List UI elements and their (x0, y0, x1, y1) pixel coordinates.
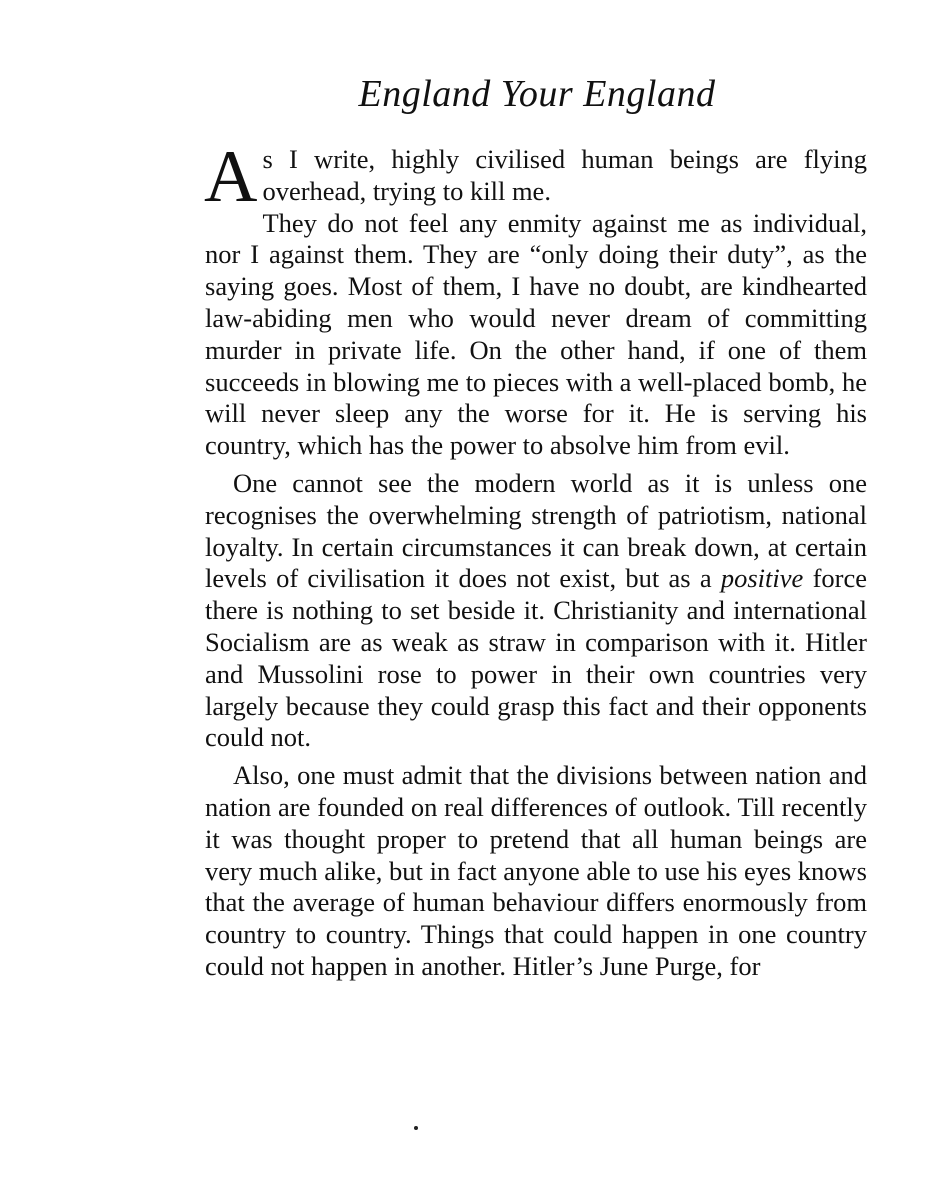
page-mark-dot (414, 1126, 418, 1130)
paragraph-4: Also, one must admit that the divisions between nation and nation are founded on real differences of outlook. Till recently it was thought proper to pretend that all human beings are very much alike, but in fact anyone able to use his eyes knows that the average of human behaviour differs enormously from country to country. Things that could happen in one country could not happen in another. Hitler’s June Purge, for (205, 760, 867, 981)
paragraph-1 (204, 136, 867, 218)
body-text (204, 136, 867, 983)
paragraph-2: They do not feel any enmity against me as individual, nor I against them. They are “only doing their duty”, as the saying goes. Most of them, I have no doubt, are kindhearted law-abiding men who would never dream of committing murder in private life. On the other hand, if one of them succeeds in blowing me to pieces with a well-placed bomb, he will never sleep any the worse for it. He is serving his country, which has the power to absolve him from evil. (205, 207, 867, 461)
paragraph-3-emphasis: positive (720, 563, 804, 594)
paragraph-1-text: s I write, highly civilised human beings are flying overhead, trying to kill me. (262, 144, 867, 206)
paragraph-3 (205, 468, 867, 754)
paragraph-3-before: One cannot see the modern world as it is unless one recognises the overwhelming strength of patriotism, national loyalty. In certain circumstances it can break down, at certain levels of civilisation it does not exist, but as a (205, 467, 867, 594)
chapter-title: England Your England (358, 73, 716, 115)
drop-cap: A (204, 136, 258, 218)
paragraph-3-after: force there is nothing to set beside it. Christianity and international Socialism are as weak as straw in comparison with it. Hitler and Mussolini rose to power in their own countries very largely because they could grasp this fact and their opponents could not. (205, 563, 867, 753)
